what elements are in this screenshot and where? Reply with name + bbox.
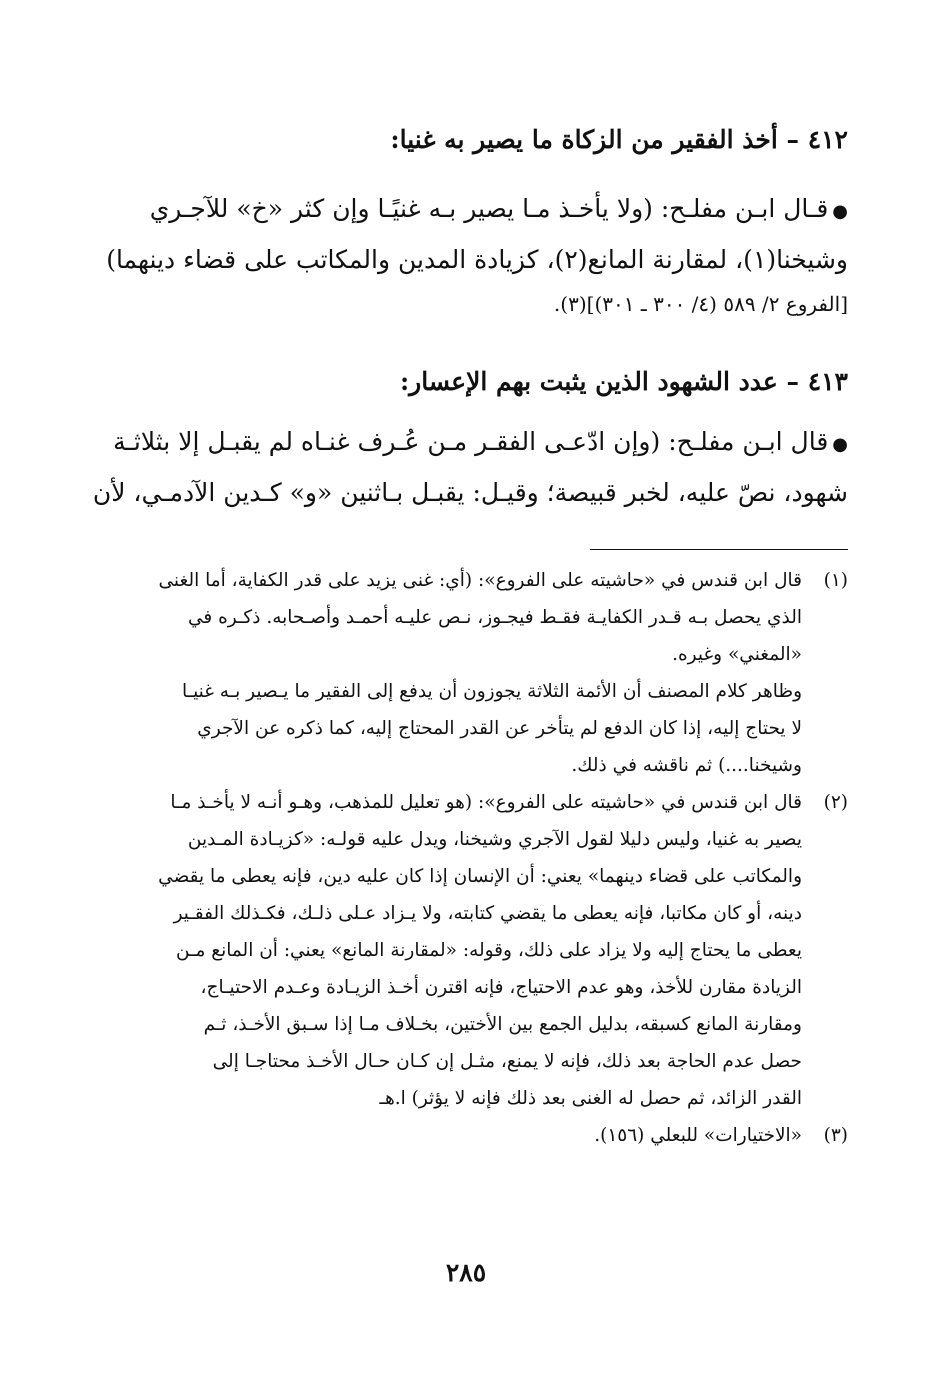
footnote-1 <box>82 562 848 673</box>
body-line: ●قال ابـن مفلـح: (وإن ادّعـى الفقـر مـن عُـرف غنـاه لم يقبـل إلا بثلاثـة <box>113 427 848 456</box>
section-413-body <box>82 418 848 517</box>
section-412-heading-text: ٤١٢ – أخذ الفقير من الزكاة ما يصير به غنيا: <box>390 125 848 154</box>
body-line: وشيخنا(١)، لمقارنة المانع(٢)، كزيادة المدين والمكاتب على قضاء دينهما) <box>106 245 848 274</box>
footnote-line: لا يحتاج إليه، إذا كان الدفع لم يتأخر عن القدر المحتاج إليه، كما ذكره عن الآجري <box>197 718 802 739</box>
section-412-heading <box>82 122 848 158</box>
body-line: ●قـال ابـن مفلـح: (ولا يأخـذ مـا يصير بـه غنيًـا وإن كثر «خ» للآجـري <box>149 194 848 223</box>
footnote-line: القدر الزائد، ثم حصل له الغنى بعد ذلك فإنه لا يؤثر) ا.هـ <box>379 1088 802 1109</box>
footnote-line: يصير به غنيا، وليس دليلا لقول الآجري وشيخنا، ويدل عليه قولـه: «كزيـادة المـدين <box>187 829 802 850</box>
section-413-heading-text: ٤١٣ – عدد الشهود الذين يثبت بهم الإعسار: <box>399 367 848 396</box>
footnote-2 <box>82 784 848 1117</box>
footnote-number: (٢) <box>823 792 848 813</box>
bullet-icon: ● <box>832 201 848 222</box>
footnote-line: قال ابن قندس في «حاشيته على الفروع»: (أي: غنى يزيد على قدر الكفاية، أما الغنى <box>158 570 802 591</box>
section-412-body <box>82 185 848 324</box>
footnote-line: الزيادة مقارن للأخذ، وهو عدم الاحتياج، فإنه اقترن أخـذ الزيـادة وعـدم الاحتيـاج، <box>200 977 802 998</box>
footnotes <box>82 562 848 1154</box>
footnote-line: الذي يحصل بـه قـدر الكفايـة فقـط فيجـوز، نـص عليـه أحمـد وأصـحابه. ذكـره في <box>187 607 802 628</box>
section-413-heading <box>82 364 848 400</box>
footnote-1-paragraph-2 <box>82 673 848 784</box>
footnote-line: حصل عدم الحاجة بعد ذلك، فإنه لا يمنع، مثـل إن كـان حـال الأخـذ محتاجـا إلى <box>212 1051 802 1072</box>
footnote-line: ومقارنة المانع كسبقه، بدليل الجمع بين الأختين، بخـلاف مـا إذا سـبق الأخـذ، ثـم <box>203 1014 802 1035</box>
footnote-line: والمكاتب على قضاء دينهما» يعني: أن الإنسان إذا كان عليه دين، فإنه يعطى ما يقضي <box>158 866 802 887</box>
footnote-line: يعطى ما يحتاج إليه ولا يزاد على ذلك، وقوله: «لمقارنة المانع» يعني: أن المانع مـن <box>175 940 802 961</box>
footnote-line: «المغني» وغيره. <box>672 644 802 665</box>
footnote-line: «الاختيارات» للبعلي (١٥٦). <box>594 1125 802 1146</box>
footnote-line: وشيخنا....) ثم ناقشه في ذلك. <box>571 755 802 776</box>
source-reference: [الفروع ٢/ ٥٨٩ (٤/ ٣٠٠ ـ ٣٠١)](٣). <box>553 292 848 316</box>
footnote-3 <box>82 1117 848 1154</box>
footnote-number: (١) <box>823 570 848 591</box>
footnote-separator <box>590 549 848 550</box>
page-number: ٢٨٥ <box>445 1258 487 1287</box>
footnote-line: وظاهر كلام المصنف أن الأئمة الثلاثة يجوزون أن يدفع إلى الفقير ما يـصير بـه غنيـا <box>182 681 802 702</box>
body-line: شهود، نصّ عليه، لخبر قبيصة؛ وقيـل: يقبـل بـاثنين «و» كـدين الآدمـي، لأن <box>92 478 848 507</box>
bullet-icon: ● <box>832 434 848 455</box>
footnote-number: (٣) <box>823 1125 848 1146</box>
footnote-line: قال ابن قندس في «حاشيته على الفروع»: (هو تعليل للمذهب، وهـو أنـه لا يأخـذ مـا <box>170 792 802 813</box>
footnote-line: دينه، أو كان مكاتبا، فإنه يعطى ما يقضي كتابته، ولا يـزاد عـلى ذلـك، فكـذلك الفقـير <box>173 903 802 924</box>
